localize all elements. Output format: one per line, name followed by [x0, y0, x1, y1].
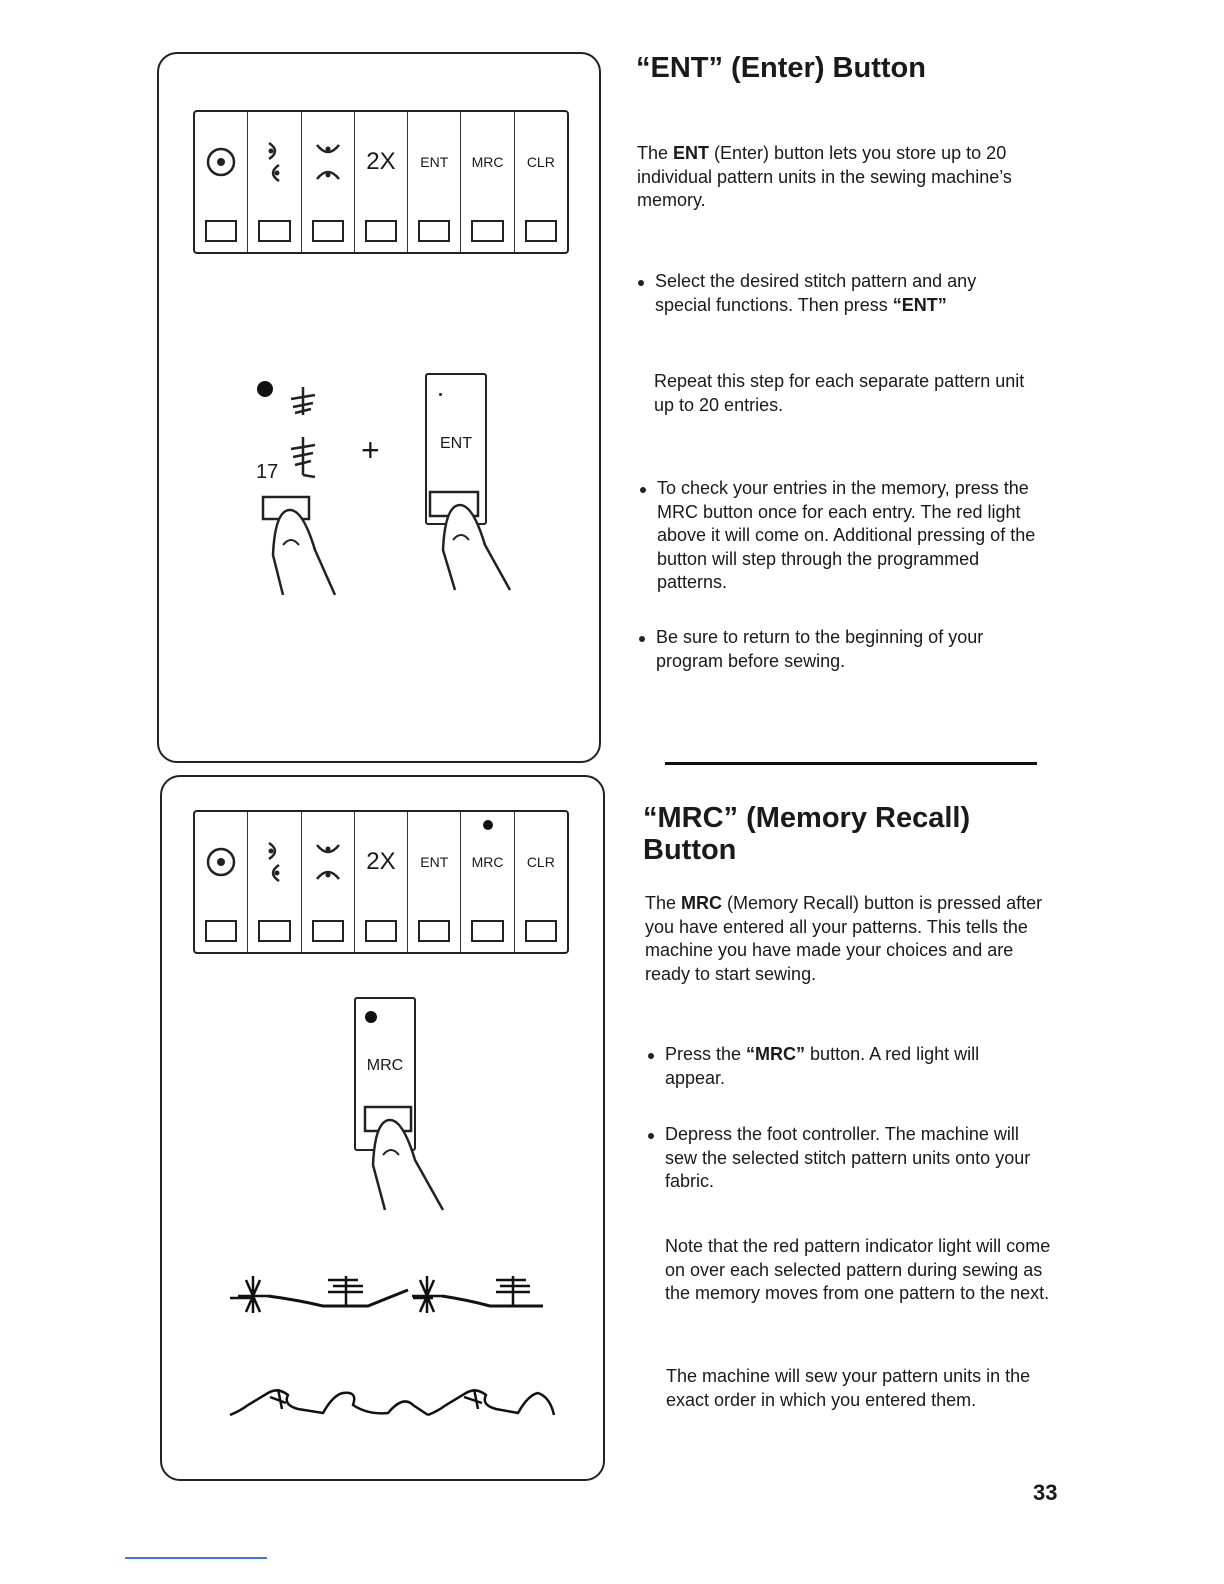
- mrc-bullet-2: [665, 1123, 1045, 1194]
- mrc-intro: [645, 892, 1055, 986]
- mrc-note: Note that the red pattern indicator light will come on over each selected pattern during sewing as the memory moves from one pattern to the next.: [665, 1236, 1051, 1303]
- mirror-up-down-key[interactable]: [302, 112, 355, 252]
- mrc-order-note: The machine will sew your pattern units in the exact order in which you entered them.: [666, 1366, 1031, 1410]
- mrc-bullet-1: [665, 1043, 1040, 1090]
- indicator-light: [257, 381, 273, 397]
- ent-intro-post: (Enter) button lets you store up to 20 individual pattern units in the sewing machine’s memory.: [637, 143, 1012, 210]
- double-key-label: 2X: [366, 848, 396, 875]
- ent-bullet-1-bold: “ENT”: [892, 294, 947, 315]
- mirror-up-down-key[interactable]: [302, 812, 355, 952]
- ent-repeat-note: Repeat this step for each separate pattern unit up to 20 entries.: [654, 371, 1025, 415]
- mrc-intro-pre: The: [645, 893, 682, 913]
- ent-bullet-3: [656, 626, 1036, 673]
- double-key[interactable]: [355, 112, 408, 252]
- mrc-indicator-light: [365, 1011, 377, 1023]
- key-slot: [312, 920, 344, 942]
- ent-button-label: ENT: [440, 435, 472, 452]
- double-key-label: 2X: [366, 148, 396, 175]
- mirror-left-right-icon: [259, 837, 289, 887]
- section-title-ent: “ENT” (Enter) Button: [636, 52, 926, 84]
- clr-key-label: CLR: [526, 154, 555, 170]
- ent-bullet-2: [657, 477, 1052, 595]
- key-slot: [205, 220, 237, 242]
- mrc-title-line-2: Button: [643, 834, 737, 866]
- mirror-up-down-icon: [311, 837, 345, 887]
- key-slot: [525, 220, 557, 242]
- bullet-dot: [638, 280, 644, 286]
- clr-key[interactable]: [515, 112, 567, 252]
- key-slot: [312, 220, 344, 242]
- finger-press-icon: [425, 490, 520, 595]
- mrc-key-label: MRC: [471, 154, 504, 170]
- stitch-pattern-icon: [285, 385, 321, 485]
- mrc-intro-post: (Memory Recall) button is pressed after you have entered all your patterns. This tells the machine you have made your choices and are ready to start sewing.: [645, 893, 1043, 984]
- mrc-bullet-1-post: button. A red light will appear.: [665, 1044, 980, 1088]
- ent-key[interactable]: [408, 112, 461, 252]
- mrc-bullet-2-text: Depress the foot controller. The machine will sew the selected stitch pattern units onto your fabric.: [665, 1124, 1031, 1191]
- ent-bullet-1-pre: Select the desired stitch pattern and any special functions. Then press: [655, 271, 977, 315]
- mirror-left-right-key[interactable]: [248, 112, 301, 252]
- needle-stop-key[interactable]: [195, 112, 248, 252]
- section-title-mrc: [643, 802, 970, 866]
- mirror-left-right-key[interactable]: [248, 812, 301, 952]
- key-slot: [365, 220, 397, 242]
- mrc-title-line-1: “MRC” (Memory Recall): [643, 802, 971, 834]
- finger-press-icon: [255, 495, 355, 600]
- page-number: 33: [1033, 1480, 1058, 1505]
- bullet-dot: [639, 636, 645, 642]
- pattern-number: 17: [256, 461, 279, 483]
- ent-bullet-3-text: Be sure to return to the beginning of your program before sewing.: [656, 627, 984, 671]
- key-slot: [365, 920, 397, 942]
- stitch-sample-2-icon: [228, 1375, 558, 1420]
- ent-intro-pre: The: [637, 143, 674, 163]
- clr-key-label: CLR: [526, 854, 555, 870]
- key-slot: [471, 220, 503, 242]
- key-slot: [418, 220, 450, 242]
- ent-key-label: ENT: [420, 854, 449, 870]
- needle-position-icon: [204, 145, 238, 179]
- key-slot: [525, 920, 557, 942]
- mrc-bullet-1-bold: “MRC”: [746, 1044, 806, 1064]
- needle-position-icon: [204, 845, 238, 879]
- bullet-dot: [648, 1053, 654, 1059]
- scan-edge-mark: [125, 1557, 267, 1559]
- plus-sign: +: [361, 432, 380, 468]
- bullet-dot: [640, 487, 646, 493]
- key-slot: [205, 920, 237, 942]
- double-key[interactable]: [355, 812, 408, 952]
- mrc-key[interactable]: [461, 812, 514, 952]
- ent-key-label: ENT: [420, 154, 449, 170]
- mrc-bullet-1-pre: Press the: [665, 1044, 747, 1064]
- mirror-up-down-icon: [311, 137, 345, 187]
- key-slot: [418, 920, 450, 942]
- mrc-key-label: MRC: [471, 854, 504, 870]
- bullet-dot: [648, 1133, 654, 1139]
- ent-key[interactable]: [408, 812, 461, 952]
- control-panel-bottom: [193, 810, 569, 954]
- clr-key[interactable]: [515, 812, 567, 952]
- section-divider: [665, 762, 1037, 765]
- key-slot: [471, 920, 503, 942]
- ent-intro: [637, 142, 1037, 213]
- key-slot: [258, 220, 290, 242]
- mrc-button-label: MRC: [366, 1057, 404, 1074]
- control-panel-top: [193, 110, 569, 254]
- ent-intro-bold: ENT: [673, 143, 710, 163]
- mrc-key[interactable]: [461, 112, 514, 252]
- ent-bullet-1: [655, 270, 1035, 317]
- unlit-light: [439, 393, 442, 396]
- finger-press-icon: [355, 1105, 450, 1215]
- needle-stop-key[interactable]: [195, 812, 248, 952]
- key-slot: [258, 920, 290, 942]
- ent-bullet-2-text: To check your entries in the memory, press the MRC button once for each entry. The red light above it will come on. Additional pressing of the button will step through the programmed patterns.: [657, 478, 1036, 592]
- mrc-intro-bold: MRC: [681, 893, 723, 913]
- mirror-left-right-icon: [259, 137, 289, 187]
- stitch-sample-1-icon: [228, 1268, 548, 1313]
